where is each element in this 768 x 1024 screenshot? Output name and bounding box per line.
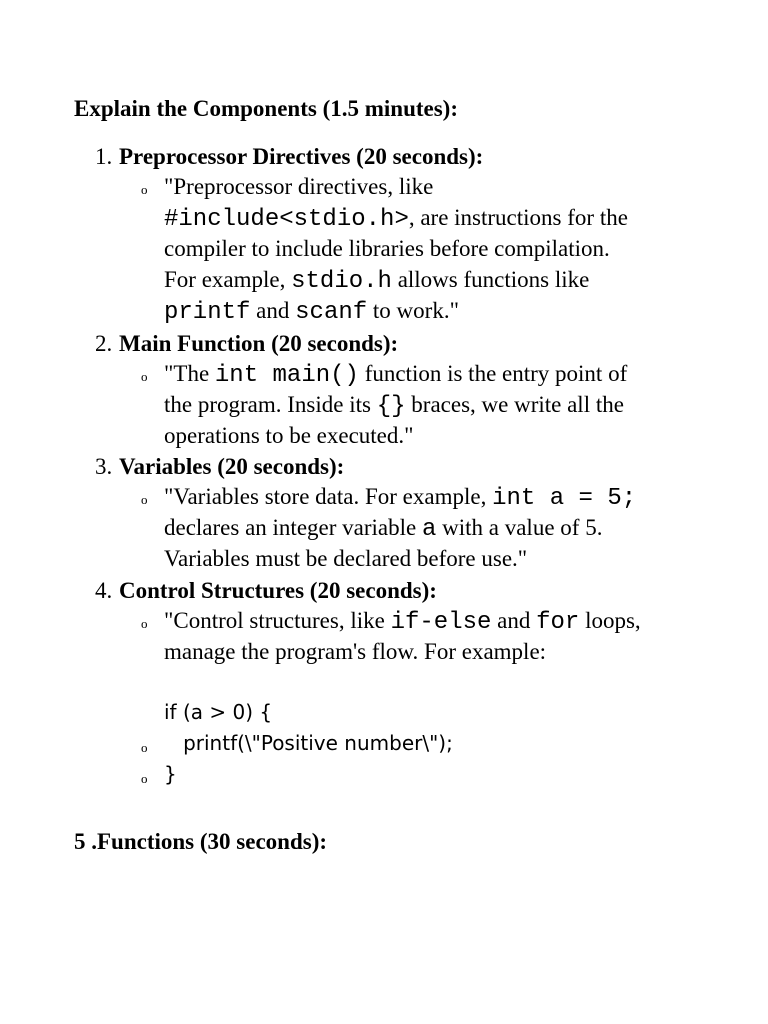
list-item-title-4 — [95, 577, 437, 605]
bullet-marker: o — [141, 740, 148, 755]
item-title-text: Preprocessor Directives (20 seconds): — [119, 144, 484, 169]
item-paragraph-4 — [164, 605, 724, 667]
text-run: function is the entry point of — [358, 361, 628, 386]
code-inline: #include<stdio.h> — [164, 206, 409, 233]
text-run: "Variables store data. For example, — [164, 484, 493, 509]
item-title-text: Control Structures (20 seconds): — [119, 578, 437, 603]
paragraph-line — [164, 295, 724, 326]
text-run: allows functions like — [391, 267, 590, 292]
paragraph-line — [164, 264, 724, 295]
text-run: declares an integer variable — [164, 515, 422, 540]
list-number: 2. — [95, 331, 113, 356]
paragraph-line — [164, 636, 724, 667]
code-inline: scanf — [295, 299, 368, 326]
code-line-3: } — [164, 762, 177, 786]
code-inline: if-else — [390, 609, 492, 636]
section-heading: Explain the Components (1.5 minutes): — [74, 96, 459, 121]
code-inline: a — [421, 516, 437, 543]
text-run: "Control structures, like — [164, 608, 391, 633]
paragraph-line — [164, 171, 724, 202]
item-paragraph-3 — [164, 481, 724, 574]
text-run: with a value of 5. — [436, 515, 603, 540]
code-line-2: printf(\"Positive number\"); — [164, 731, 453, 755]
list-item-title-2 — [95, 330, 398, 358]
list-item-title-1 — [95, 143, 483, 171]
paragraph-line — [164, 420, 724, 451]
bullet-marker: o — [141, 771, 148, 786]
code-inline: int a = 5; — [492, 485, 637, 512]
text-run: "The — [164, 361, 215, 386]
text-run: manage the program's flow. For example: — [164, 639, 547, 664]
list-number: 1. — [95, 144, 113, 169]
text-run: For example, — [164, 267, 292, 292]
text-run: "Preprocessor directives, like — [164, 174, 434, 199]
item-paragraph-2 — [164, 358, 724, 451]
text-run: loops, — [579, 608, 641, 633]
paragraph-line — [164, 389, 724, 420]
item-paragraph-1 — [164, 171, 724, 326]
text-run: operations to be executed." — [164, 423, 414, 448]
code-inline: printf — [164, 299, 251, 326]
item-title-text: Variables (20 seconds): — [119, 454, 345, 479]
bullet-marker: o — [141, 369, 148, 384]
paragraph-line — [164, 605, 724, 636]
bullet-marker: o — [141, 616, 148, 631]
item-title-text: Main Function (20 seconds): — [119, 331, 399, 356]
paragraph-line — [164, 543, 724, 574]
paragraph-line — [164, 358, 724, 389]
text-run: braces, we write all the — [405, 392, 624, 417]
section-heading-functions: 5 .Functions (30 seconds): — [74, 829, 328, 854]
text-run: and — [250, 298, 296, 323]
bullet-marker: o — [141, 182, 148, 197]
code-line-1: if (a > 0) { — [164, 700, 273, 724]
list-number: 3. — [95, 454, 113, 479]
code-inline: {} — [376, 393, 406, 420]
paragraph-line — [164, 202, 724, 233]
text-run: compiler to include libraries before compilation. — [164, 236, 610, 261]
paragraph-line — [164, 512, 724, 543]
paragraph-line — [164, 233, 724, 264]
list-item-title-3 — [95, 453, 344, 481]
paragraph-line — [164, 481, 724, 512]
list-number: 4. — [95, 578, 113, 603]
code-inline: stdio.h — [291, 268, 392, 295]
text-run: to work." — [367, 298, 459, 323]
code-inline: int main() — [214, 362, 359, 389]
text-run: , are instructions for the — [408, 205, 628, 230]
bullet-marker: o — [141, 492, 148, 507]
text-run: and — [491, 608, 537, 633]
text-run: the program. Inside its — [164, 392, 377, 417]
code-inline: for — [536, 609, 580, 636]
text-run: Variables must be declared before use." — [164, 546, 528, 571]
